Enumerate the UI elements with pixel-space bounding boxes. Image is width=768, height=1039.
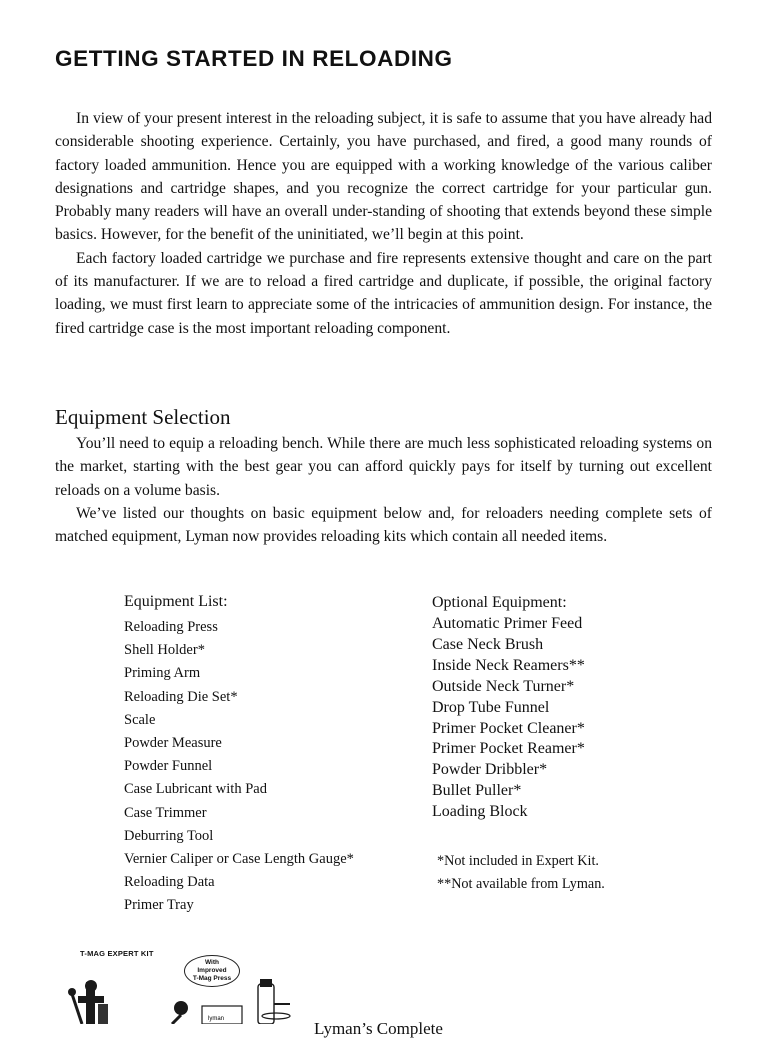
equipment-list-item: Priming Arm [124, 665, 201, 682]
optional-list-item: Bullet Puller* [432, 782, 522, 800]
badge-line: T-Mag Press [192, 975, 232, 982]
equipment-list-item: Deburring Tool [124, 827, 214, 844]
intro-section [55, 107, 712, 340]
scale-icon [172, 1001, 188, 1024]
equipment-list-item: Powder Funnel [124, 758, 213, 775]
optional-list-item: Case Neck Brush [432, 635, 544, 653]
optional-list-item: Powder Dribbler* [432, 761, 548, 779]
optional-list-item: Drop Tube Funnel [432, 698, 550, 716]
optional-list-item: Primer Pocket Reamer* [432, 740, 585, 758]
equipment-list-item: Reloading Die Set* [124, 688, 238, 705]
intro-paragraph-1: In view of your present interest in the reloading subject, it is safe to assume that you have already had considerable shooting experience. Certainly, you have purchased, and fired, a good many rounds of factory loaded ammunition. Hence you are equipped with a working knowledge of the various caliber designations and cartridge shapes, and you recognize the correct cartridge for your particular gun. Probably many readers will have an overall under-standing of shooting that extends beyond these simple basics. However, for the benefit of the uninitiated, we’ll begin at this point. [55, 110, 712, 244]
badge-line: Improved [197, 967, 227, 974]
optional-list-item: Primer Pocket Cleaner* [432, 719, 585, 737]
equipment-selection-heading: Equipment Selection [55, 405, 231, 429]
kit-illustration [64, 944, 768, 1024]
kit-caption-heading: Lyman’s Complete [314, 1019, 443, 1038]
footnote-not-available: **Not available from Lyman. [437, 876, 605, 892]
kit-label: T-MAG EXPERT KIT [80, 949, 154, 958]
equipment-list-item: Case Trimmer [124, 804, 207, 821]
optional-list-item: Inside Neck Reamers** [432, 656, 585, 674]
equipment-paragraph-2: We’ve listed our thoughts on basic equipment below and, for reloaders needing complete sets of matched equipment, Lyman now provides reloading kits which contain all needed items. [55, 504, 712, 546]
box-label: lyman [208, 1016, 225, 1022]
expert-kit-figure [64, 944, 768, 1038]
optional-list-item: Loading Block [432, 803, 528, 821]
optional-list-item: Outside Neck Turner* [432, 677, 575, 695]
reloading-press-icon [68, 980, 108, 1024]
equipment-selection-section [55, 432, 712, 548]
equipment-list-item: Scale [124, 711, 156, 728]
optional-equipment-list [432, 614, 585, 823]
intro-paragraph-2: Each factory loaded cartridge we purchase and fire represents extensive thought and care on the part of its manufacturer. If we are to reload a fired cartridge and duplicate, if possible, the original factory loading, we must first learn to appreciate some of the intricacies of ammunition design. For instance, the fired cartridge case is the most important reloading component. [55, 249, 712, 337]
equipment-paragraph-1: You’ll need to equip a reloading bench. While there are much less sophisticated reloading systems on the market, starting with the best gear you can afford quickly pays for itself by turning out excellent reloads on a volume basis. [55, 435, 712, 499]
equipment-list-item: Primer Tray [124, 897, 194, 914]
page-title: GETTING STARTED IN RELOADING [55, 46, 453, 71]
equipment-list-title: Equipment List: [124, 593, 228, 610]
equipment-list-item: Powder Measure [124, 735, 222, 752]
equipment-list-item: Reloading Data [124, 874, 215, 891]
equipment-list-item: Vernier Caliper or Case Length Gauge* [124, 851, 354, 868]
footnote-expert-kit: *Not included in Expert Kit. [437, 853, 599, 869]
equipment-list-item: Reloading Press [124, 619, 218, 635]
equipment-list-item: Shell Holder* [124, 642, 205, 659]
optional-list-item: Automatic Primer Feed [432, 615, 583, 632]
badge-line: With [204, 959, 220, 966]
optional-equipment-title: Optional Equipment: [432, 594, 567, 611]
equipment-list-item: Case Lubricant with Pad [124, 781, 267, 798]
equipment-list [124, 616, 354, 918]
powder-measure-icon [258, 979, 290, 1024]
kit-box-icon [202, 1006, 242, 1024]
